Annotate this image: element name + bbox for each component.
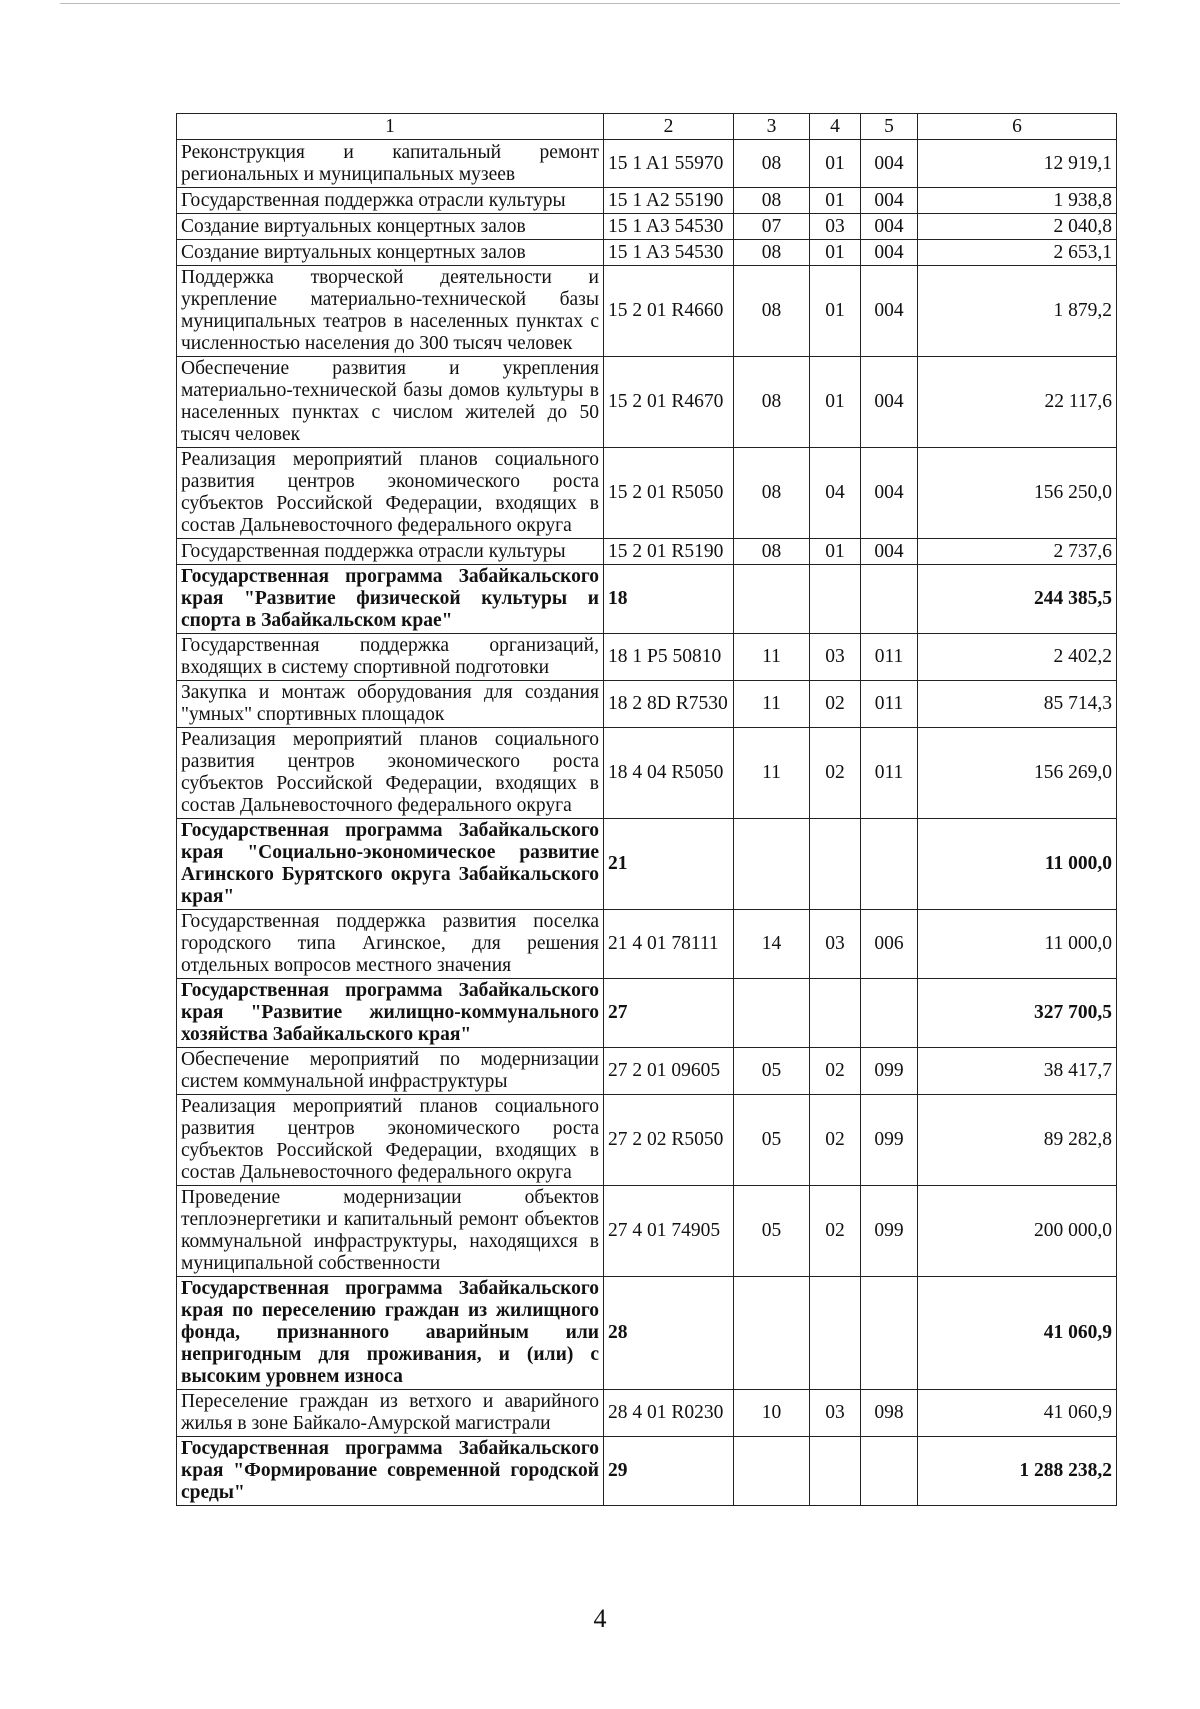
- row-vr-cell: 006: [861, 910, 918, 979]
- page-number: 4: [593, 1604, 607, 1633]
- row-name-cell: Государственная программа Забайкальского края по переселению граждан из жилищного фонда, признанного аварийным или непригодным для проживания, и (или) с высоким уровнем износа: [177, 1277, 604, 1390]
- program-row: [177, 1437, 1117, 1506]
- row-name-cell: Государственная программа Забайкальского края "Формирование современной городской среды": [177, 1437, 604, 1506]
- row-section-cell: 14: [734, 910, 810, 979]
- row-vr-cell: 099: [861, 1186, 918, 1277]
- row-name-cell: Обеспечение мероприятий по модернизации систем коммунальной инфраструктуры: [177, 1048, 604, 1095]
- row-vr-cell: 004: [861, 140, 918, 188]
- header-cell-1: 1: [177, 114, 604, 140]
- row-section-cell: 08: [734, 448, 810, 539]
- row-section-cell: 05: [734, 1048, 810, 1095]
- table-row: [177, 634, 1117, 681]
- row-vr-cell: 004: [861, 188, 918, 214]
- row-section-cell: 08: [734, 240, 810, 266]
- row-code-cell: 15 1 A3 54530: [604, 214, 734, 240]
- row-vr-cell: 099: [861, 1095, 918, 1186]
- row-vr-cell: 098: [861, 1390, 918, 1437]
- row-section-cell: 08: [734, 188, 810, 214]
- row-subsection-cell: 01: [810, 140, 861, 188]
- row-amount-cell: 200 000,0: [918, 1186, 1117, 1277]
- table-row: [177, 728, 1117, 819]
- table-body: [177, 140, 1117, 1506]
- row-name-cell: Государственная поддержка отрасли культуры: [177, 188, 604, 214]
- row-vr-cell: 011: [861, 634, 918, 681]
- row-amount-cell: 156 250,0: [918, 448, 1117, 539]
- row-name-cell: Государственная поддержка организаций, входящих в систему спортивной подготовки: [177, 634, 604, 681]
- row-amount-cell: 89 282,8: [918, 1095, 1117, 1186]
- header-row: [177, 114, 1117, 140]
- table-row: [177, 214, 1117, 240]
- row-vr-cell: 011: [861, 681, 918, 728]
- row-subsection-cell: 01: [810, 266, 861, 357]
- table-row: [177, 910, 1117, 979]
- row-subsection-cell: 02: [810, 1048, 861, 1095]
- row-section-cell: 10: [734, 1390, 810, 1437]
- row-subsection-cell: 02: [810, 1095, 861, 1186]
- row-amount-cell: 2 402,2: [918, 634, 1117, 681]
- row-code-cell: 15 1 A2 55190: [604, 188, 734, 214]
- row-vr-cell: [861, 1437, 918, 1506]
- table-row: [177, 1390, 1117, 1437]
- program-row: [177, 979, 1117, 1048]
- row-amount-cell: 41 060,9: [918, 1277, 1117, 1390]
- row-amount-cell: 327 700,5: [918, 979, 1117, 1048]
- row-amount-cell: 156 269,0: [918, 728, 1117, 819]
- table-row: [177, 681, 1117, 728]
- row-amount-cell: 85 714,3: [918, 681, 1117, 728]
- row-amount-cell: 41 060,9: [918, 1390, 1117, 1437]
- row-amount-cell: 11 000,0: [918, 910, 1117, 979]
- row-code-cell: 21 4 01 78111: [604, 910, 734, 979]
- row-code-cell: 15 1 A1 55970: [604, 140, 734, 188]
- table-row: [177, 1095, 1117, 1186]
- row-subsection-cell: 03: [810, 910, 861, 979]
- program-row: [177, 565, 1117, 634]
- table-row: [177, 539, 1117, 565]
- row-amount-cell: 1 938,8: [918, 188, 1117, 214]
- row-name-cell: Государственная программа Забайкальского края "Социально-экономическое развитие Агинского Бурятского округа Забайкальского края": [177, 819, 604, 910]
- row-code-cell: 15 2 01 R5190: [604, 539, 734, 565]
- table-row: [177, 188, 1117, 214]
- program-row: [177, 1277, 1117, 1390]
- header-cell-5: 5: [861, 114, 918, 140]
- row-subsection-cell: 03: [810, 214, 861, 240]
- row-vr-cell: 011: [861, 728, 918, 819]
- row-subsection-cell: 02: [810, 681, 861, 728]
- row-code-cell: 15 2 01 R4670: [604, 357, 734, 448]
- row-subsection-cell: 03: [810, 1390, 861, 1437]
- row-amount-cell: 22 117,6: [918, 357, 1117, 448]
- row-code-cell: 27 2 02 R5050: [604, 1095, 734, 1186]
- row-name-cell: Реализация мероприятий планов социального развития центров экономического роста субъектов Российской Федерации, входящих в состав Дальневосточного федерального округа: [177, 1095, 604, 1186]
- row-section-cell: 08: [734, 140, 810, 188]
- row-name-cell: Поддержка творческой деятельности и укрепление материально-технической базы муниципальных театров в населенных пунктах с численностью населения до 300 тысяч человек: [177, 266, 604, 357]
- row-code-cell: 18: [604, 565, 734, 634]
- row-name-cell: Создание виртуальных концертных залов: [177, 240, 604, 266]
- row-subsection-cell: [810, 1277, 861, 1390]
- row-amount-cell: 38 417,7: [918, 1048, 1117, 1095]
- table-row: [177, 266, 1117, 357]
- table-row: [177, 1048, 1117, 1095]
- row-vr-cell: 004: [861, 240, 918, 266]
- program-row: [177, 819, 1117, 910]
- row-subsection-cell: 02: [810, 728, 861, 819]
- header-cell-6: 6: [918, 114, 1117, 140]
- row-section-cell: 11: [734, 681, 810, 728]
- row-vr-cell: [861, 565, 918, 634]
- row-subsection-cell: 04: [810, 448, 861, 539]
- row-amount-cell: 2 653,1: [918, 240, 1117, 266]
- row-subsection-cell: 01: [810, 357, 861, 448]
- row-vr-cell: [861, 819, 918, 910]
- table-row: [177, 1186, 1117, 1277]
- row-subsection-cell: [810, 819, 861, 910]
- row-subsection-cell: 02: [810, 1186, 861, 1277]
- row-code-cell: 18 1 P5 50810: [604, 634, 734, 681]
- table-row: [177, 448, 1117, 539]
- row-section-cell: 05: [734, 1186, 810, 1277]
- row-code-cell: 27 2 01 09605: [604, 1048, 734, 1095]
- row-name-cell: Реализация мероприятий планов социального развития центров экономического роста субъектов Российской Федерации, входящих в состав Дальневосточного федерального округа: [177, 448, 604, 539]
- row-subsection-cell: [810, 565, 861, 634]
- row-section-cell: 11: [734, 634, 810, 681]
- row-code-cell: 28 4 01 R0230: [604, 1390, 734, 1437]
- header-cell-3: 3: [734, 114, 810, 140]
- row-code-cell: 15 2 01 R5050: [604, 448, 734, 539]
- row-vr-cell: 004: [861, 357, 918, 448]
- row-amount-cell: 2 040,8: [918, 214, 1117, 240]
- row-subsection-cell: 03: [810, 634, 861, 681]
- header-cell-4: 4: [810, 114, 861, 140]
- row-vr-cell: 004: [861, 448, 918, 539]
- row-vr-cell: [861, 979, 918, 1048]
- scan-edge-line: [60, 3, 1120, 5]
- row-name-cell: Реализация мероприятий планов социального развития центров экономического роста субъектов Российской Федерации, входящих в состав Дальневосточного федерального округа: [177, 728, 604, 819]
- row-section-cell: 11: [734, 728, 810, 819]
- row-subsection-cell: 01: [810, 240, 861, 266]
- row-vr-cell: [861, 1277, 918, 1390]
- row-section-cell: 08: [734, 357, 810, 448]
- row-name-cell: Проведение модернизации объектов теплоэнергетики и капитальный ремонт объектов коммунальной инфраструктуры, находящихся в муниципальной собственности: [177, 1186, 604, 1277]
- row-name-cell: Государственная поддержка развития поселка городского типа Агинское, для решения отдельных вопросов местного значения: [177, 910, 604, 979]
- row-code-cell: 21: [604, 819, 734, 910]
- row-name-cell: Государственная программа Забайкальского края "Развитие жилищно-коммунального хозяйства Забайкальского края": [177, 979, 604, 1048]
- row-name-cell: Закупка и монтаж оборудования для создания "умных" спортивных площадок: [177, 681, 604, 728]
- row-amount-cell: 1 879,2: [918, 266, 1117, 357]
- row-amount-cell: 244 385,5: [918, 565, 1117, 634]
- table-row: [177, 240, 1117, 266]
- row-amount-cell: 11 000,0: [918, 819, 1117, 910]
- row-subsection-cell: 01: [810, 539, 861, 565]
- row-name-cell: Государственная программа Забайкальского края "Развитие физической культуры и спорта в Забайкальском крае": [177, 565, 604, 634]
- row-name-cell: Создание виртуальных концертных залов: [177, 214, 604, 240]
- row-name-cell: Переселение граждан из ветхого и аварийного жилья в зоне Байкало-Амурской магистрали: [177, 1390, 604, 1437]
- row-code-cell: 28: [604, 1277, 734, 1390]
- row-section-cell: 08: [734, 539, 810, 565]
- row-vr-cell: 004: [861, 266, 918, 357]
- row-code-cell: 18 2 8D R7530: [604, 681, 734, 728]
- row-name-cell: Государственная поддержка отрасли культуры: [177, 539, 604, 565]
- row-vr-cell: 004: [861, 539, 918, 565]
- row-code-cell: 29: [604, 1437, 734, 1506]
- row-section-cell: [734, 565, 810, 634]
- row-subsection-cell: 01: [810, 188, 861, 214]
- row-code-cell: 15 2 01 R4660: [604, 266, 734, 357]
- row-section-cell: 05: [734, 1095, 810, 1186]
- table-row: [177, 357, 1117, 448]
- header-cell-2: 2: [604, 114, 734, 140]
- row-name-cell: Обеспечение развития и укрепления материально-технической базы домов культуры в населенных пунктах с числом жителей до 50 тысяч человек: [177, 357, 604, 448]
- row-code-cell: 15 1 A3 54530: [604, 240, 734, 266]
- row-section-cell: [734, 1277, 810, 1390]
- row-section-cell: 08: [734, 266, 810, 357]
- table-row: [177, 140, 1117, 188]
- row-subsection-cell: [810, 979, 861, 1048]
- row-section-cell: [734, 819, 810, 910]
- row-name-cell: Реконструкция и капитальный ремонт региональных и муниципальных музеев: [177, 140, 604, 188]
- row-code-cell: 18 4 04 R5050: [604, 728, 734, 819]
- row-amount-cell: 2 737,6: [918, 539, 1117, 565]
- row-subsection-cell: [810, 1437, 861, 1506]
- row-amount-cell: 1 288 238,2: [918, 1437, 1117, 1506]
- row-vr-cell: 099: [861, 1048, 918, 1095]
- row-section-cell: [734, 979, 810, 1048]
- row-section-cell: 07: [734, 214, 810, 240]
- row-vr-cell: 004: [861, 214, 918, 240]
- row-code-cell: 27: [604, 979, 734, 1048]
- row-section-cell: [734, 1437, 810, 1506]
- budget-table: [176, 113, 1117, 1506]
- row-amount-cell: 12 919,1: [918, 140, 1117, 188]
- row-code-cell: 27 4 01 74905: [604, 1186, 734, 1277]
